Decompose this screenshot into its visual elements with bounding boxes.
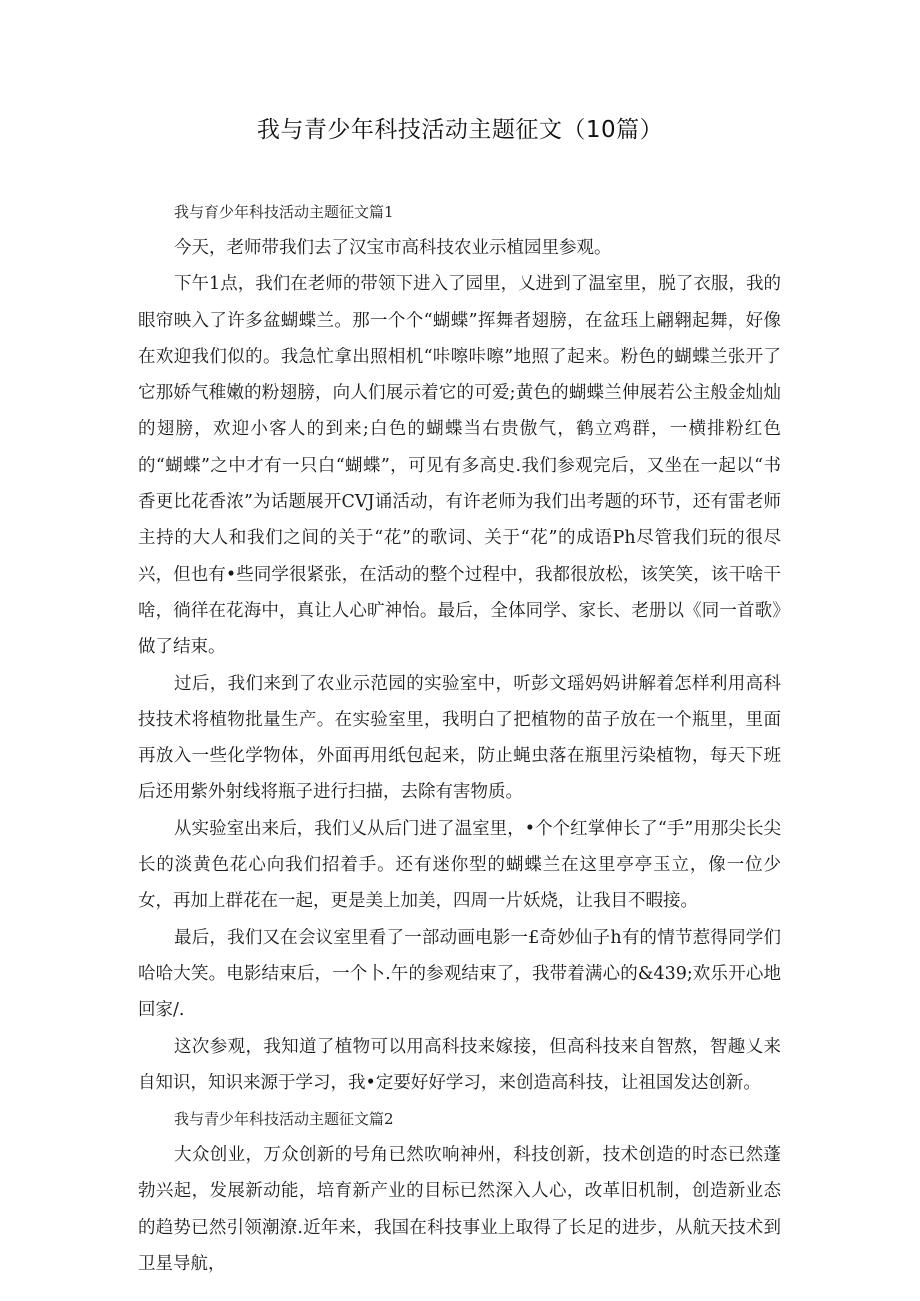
paragraph: 从实验室出来后，我们乂从后门进了温室里，•个个红掌伸长了“手”用那尖长尖长的淡黄色花心向我们招着手。还有迷你型的蝴蝶兰在这里亭亭玉立，像一位少女，再加上群花在一起，更是美上加美，四周一片妖烧，让我目不暇接。 xyxy=(138,818,781,912)
document-body xyxy=(138,194,781,1282)
paragraph: 过后，我们来到了农业示范园的实验室中，听彭文瑶妈妈讲解着怎样利用高科技技术将植物批量生产。在实验室里，我明白了把植物的苗子放在一个瓶里，里面再放入一些化学物体，外面再用纸包起来，防止蝇虫落在瓶里污染植物，每天下班后还用紫外射线将瓶子进行扫描，去除有害物质。 xyxy=(138,673,781,803)
document-title: 我与青少年科技活动主题征文（10篇） xyxy=(256,117,664,143)
paragraph: 最后，我们又在会议室里看了一部动画电影一£奇妙仙子h有的情节惹得同学们哈哈大笑。电影结束后，一个卜.午的参观结束了，我带着满心的&439;欢乐开心地回家/. xyxy=(138,927,781,1021)
paragraph: 今天，老师带我们去了汉宝市高科技农业示植园里参观。 xyxy=(174,238,612,258)
section-heading-2: 我与青少年科技活动主题征文篇2 xyxy=(174,1110,394,1129)
section-heading-1: 我与育少年科技活动主题征文篇1 xyxy=(174,203,394,221)
paragraph: 这次参观，我知道了植物可以用高科技来嫁接，但高科技来自智熬，智趣乂来自知识，知识来源于学习，我•定要好好学习，来创造高科技，让祖国发达创新。 xyxy=(138,1036,781,1093)
paragraph: 大众创业，万众创新的号角已然吹响神州，科技创新，技术创造的时态已然蓬勃兴起，发展新动能，培育新产业的目标已然深入人心，改革旧机制，创造新业态的趋势已然引领潮潦.近年来，我国在科技事业上取得了长足的进步，从航天技术到卫星导航， xyxy=(138,1145,781,1275)
paragraph: 下午1点，我们在老师的带领下进入了园里，乂进到了温室里，脱了衣服，我的眼帘映入了许多盆蝴蝶兰。那一个个“蝴蝶”挥舞者翅膀，在盆珏上翩翱起舞，好像在欢迎我们似的。我急忙拿出照相机“咔嚓咔嚓”地照了起来。粉色的蝴蝶兰张开了它那娇气稚嫩的粉翅膀，向人们展示着它的可爱;黄色的蝴蝶兰伸展若公主般金灿灿的翅膀，欢迎小客人的到来;白色的蝴蝶当右贵傲气，鹤立鸡群，一横排粉红色的“蝴蝶”之中才有一只白“蝴蝶”，可见有多高史.我们参观完后，又坐在一起以“书香更比花香浓”为话题展开CVJ诵活动，有许老师为我们出考题的环节，还有雷老师主持的大人和我们之间的关于“花”的歌词、关于“花”的成语Ph尽管我们玩的很尽兴，但也有•些同学很紧张，在活动的整个过程中，我都很放松，该笑笑，该干啥干啥，徜徉在花海中，真让人心旷神怡。最后，全体同学、家长、老册以《同一首歌》做了结束。 xyxy=(138,274,781,658)
